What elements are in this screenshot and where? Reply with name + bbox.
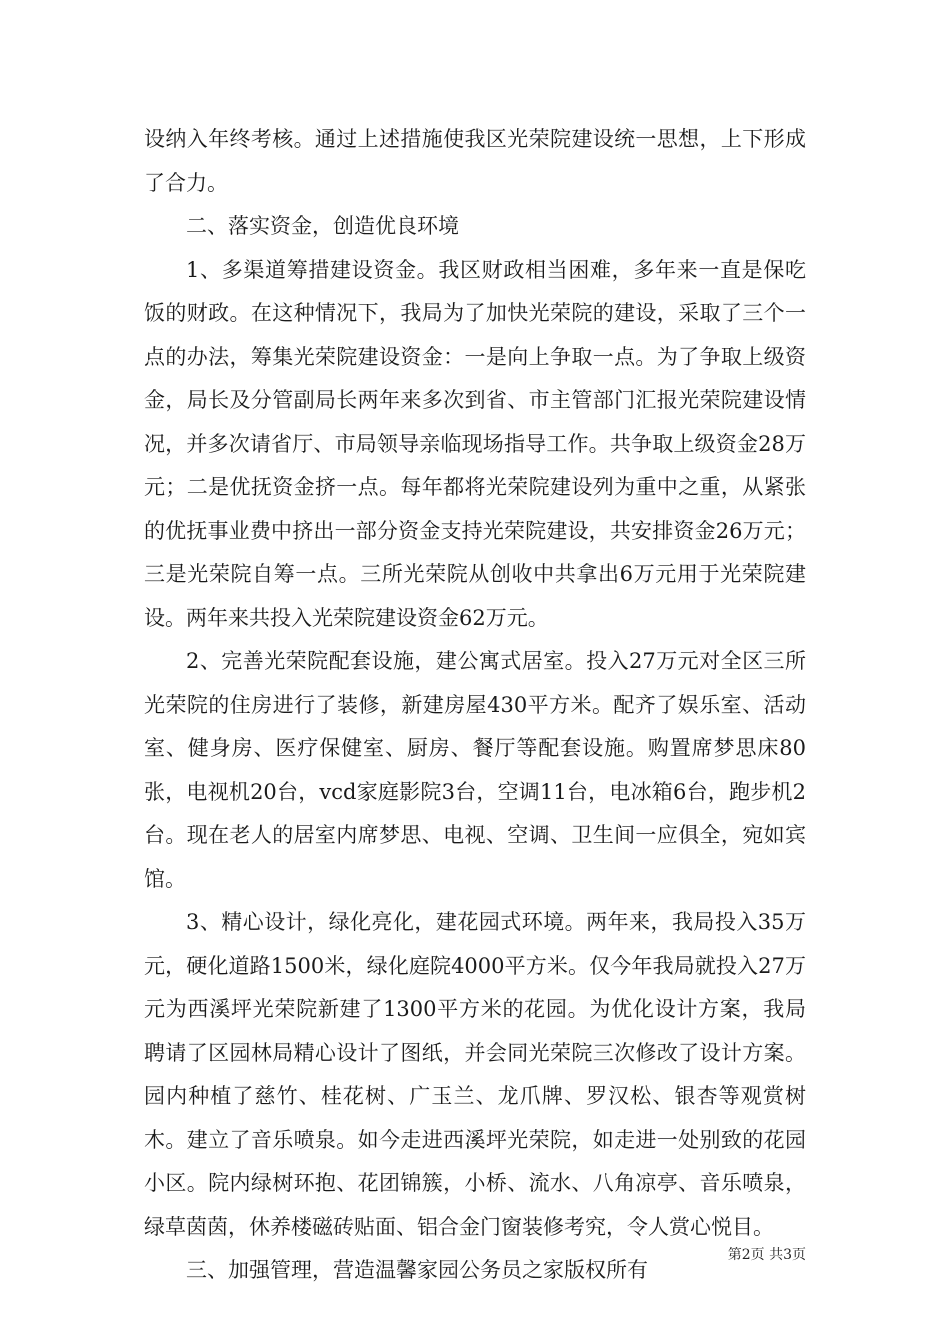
document-body <box>144 118 806 1293</box>
paragraph-facilities: 2、完善光荣院配套设施，建公寓式居室。投入27万元对全区三所光荣院的住房进行了装修，新建房屋430平方米。配齐了娱乐室、活动室、健身房、医疗保健室、厨房、餐厅等配套设施。购置席梦思床80张，电视机20台，vcd家庭影院3台，空调11台，电冰箱6台，跑步机2台。现在老人的居室内席梦思、电视、空调、卫生间一应俱全，宛如宾馆。 <box>144 649 806 891</box>
paragraph-funding: 1、多渠道筹措建设资金。我区财政相当困难，多年来一直是保吃饭的财政。在这种情况下，我局为了加快光荣院的建设，采取了三个一点的办法，筹集光荣院建设资金：一是向上争取一点。为了争取上级资金，局长及分管副局长两年来多次到省、市主管部门汇报光荣院建设情况，并多次请省厅、市局领导亲临现场指导工作。共争取上级资金28万元；二是优抚资金挤一点。每年都将光荣院建设列为重中之重，从紧张的优抚事业费中挤出一部分资金支持光荣院建设，共安排资金26万元；三是光荣院自筹一点。三所光荣院从创收中共拿出6万元用于光荣院建设。两年来共投入光荣院建设资金62万元。 <box>144 257 806 630</box>
section-heading-3: 三、加强管理，营造温馨家园公务员之家版权所有 <box>186 1258 648 1282</box>
paragraph-greening: 3、精心设计，绿化亮化，建花园式环境。两年来，我局投入35万元，硬化道路1500米，绿化庭院4000平方米。仅今年我局就投入27万元为西溪坪光荣院新建了1300平方米的花园。为优化设计方案，我局聘请了区园林局精心设计了图纸，并会同光荣院三次修改了设计方案。园内种植了慈竹、桂花树、广玉兰、龙爪牌、罗汉松、银杏等观赏树木。建立了音乐喷泉。如今走进西溪坪光荣院，如走进一处别致的花园小区。院内绿树环抱、花团锦簇，小桥、流水、八角凉亭、音乐喷泉，绿草茵茵，休养楼磁砖贴面、铝合金门窗装修考究，令人赏心悦目。 <box>144 910 806 1239</box>
section-heading-2: 二、落实资金，创造优良环境 <box>186 214 459 238</box>
page-number-footer: 第2页 共3页 <box>727 1247 806 1263</box>
paragraph-continuation: 设纳入年终考核。通过上述措施使我区光荣院建设统一思想，上下形成了合力。 <box>144 127 806 195</box>
